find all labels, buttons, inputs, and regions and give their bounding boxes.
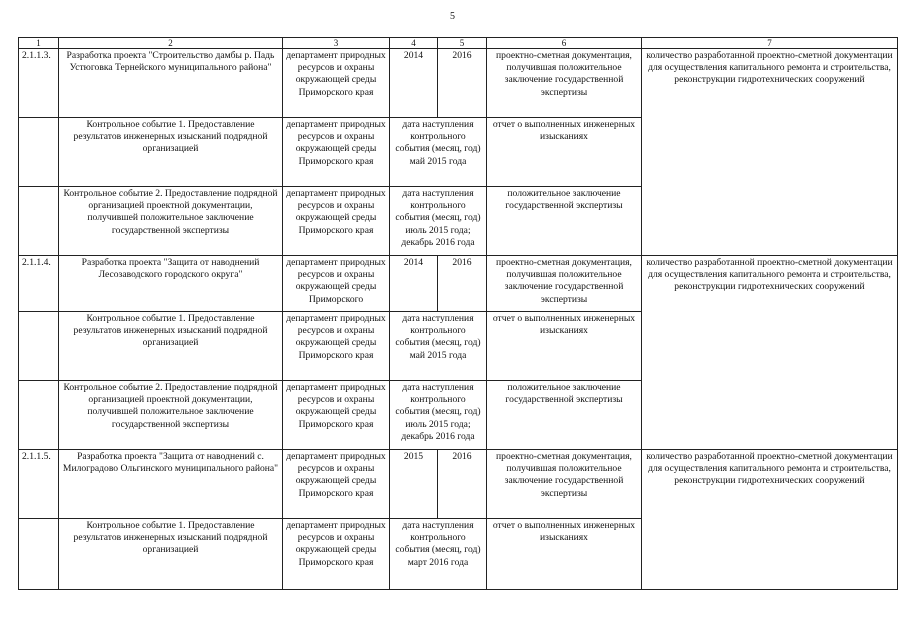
- responsible-department: департамент природных ресурсов и охраны окружающей среды Приморского края: [283, 49, 390, 118]
- indicator: количество разработанной проектно-сметной документации для осуществления капитального ремонта и строительства, реконструкции гидротехнических сооружений: [642, 256, 898, 450]
- end-year: 2016: [438, 450, 487, 519]
- start-year: 2015: [390, 450, 438, 519]
- control-event-date: дата наступления контрольного события (месяц, год) июль 2015 года; декабрь 2016 года: [390, 187, 487, 256]
- control-event-name: Контрольное событие 2. Предоставление подрядной организацией проектной документации, получившей положительное заключение государственной экспертизы: [59, 381, 283, 450]
- page-number: 5: [450, 11, 455, 22]
- control-event-name: Контрольное событие 1. Предоставление результатов инженерных изысканий подрядной организацией: [59, 312, 283, 381]
- control-event-date: дата наступления контрольного события (месяц, год) март 2016 года: [390, 519, 487, 590]
- indicator: количество разработанной проектно-сметной документации для осуществления капитального ремонта и строительства, реконструкции гидротехнических сооружений: [642, 49, 898, 256]
- item-number: 2.1.1.4.: [19, 256, 59, 312]
- header-col-3: 3: [283, 38, 390, 49]
- responsible-department: департамент природных ресурсов и охраны окружающей среды Приморского края: [283, 450, 390, 519]
- project-name: Разработка проекта "Защита от наводнений с. Милоградово Ольгинского муниципального района": [59, 450, 283, 519]
- project-name: Разработка проекта "Строительство дамбы р. Падь Устюговка Тернейского муниципального района": [59, 49, 283, 118]
- control-event-name: Контрольное событие 1. Предоставление результатов инженерных изысканий подрядной организацией: [59, 519, 283, 590]
- control-event-result: отчет о выполненных инженерных изысканиях: [487, 118, 642, 187]
- header-col-6: 6: [487, 38, 642, 49]
- program-table: [18, 37, 898, 590]
- control-event-date: дата наступления контрольного события (месяц, год) июль 2015 года; декабрь 2016 года: [390, 381, 487, 450]
- start-year: 2014: [390, 49, 438, 118]
- table-row: [19, 49, 898, 118]
- header-col-1: 1: [19, 38, 59, 49]
- header-col-4: 4: [390, 38, 438, 49]
- end-year: 2016: [438, 256, 487, 312]
- control-event-department: департамент природных ресурсов и охраны окружающей среды Приморского края: [283, 381, 390, 450]
- header-col-2: 2: [59, 38, 283, 49]
- item-number: 2.1.1.5.: [19, 450, 59, 519]
- control-event-result: положительное заключение государственной экспертизы: [487, 381, 642, 450]
- control-event-department: департамент природных ресурсов и охраны окружающей среды Приморского края: [283, 312, 390, 381]
- table-row: [19, 256, 898, 312]
- header-col-5: 5: [438, 38, 487, 49]
- control-event-date: дата наступления контрольного события (месяц, год) май 2015 года: [390, 312, 487, 381]
- control-event-result: отчет о выполненных инженерных изысканиях: [487, 519, 642, 590]
- expected-result: проектно-сметная документация, получившая положительное заключение государственной экспертизы: [487, 49, 642, 118]
- item-number: 2.1.1.3.: [19, 49, 59, 118]
- control-event-department: департамент природных ресурсов и охраны окружающей среды Приморского края: [283, 519, 390, 590]
- end-year: 2016: [438, 49, 487, 118]
- control-event-department: департамент природных ресурсов и охраны окружающей среды Приморского края: [283, 187, 390, 256]
- control-event-name: Контрольное событие 1. Предоставление результатов инженерных изысканий подрядной организацией: [59, 118, 283, 187]
- control-event-date: дата наступления контрольного события (месяц, год) май 2015 года: [390, 118, 487, 187]
- control-event-result: положительное заключение государственной экспертизы: [487, 187, 642, 256]
- indicator: количество разработанной проектно-сметной документации для осуществления капитального ремонта и строительства, реконструкции гидротехнических сооружений: [642, 450, 898, 590]
- control-event-department: департамент природных ресурсов и охраны окружающей среды Приморского края: [283, 118, 390, 187]
- expected-result: проектно-сметная документация, получившая положительное заключение государственной экспертизы: [487, 450, 642, 519]
- header-row: [19, 38, 898, 49]
- expected-result: проектно-сметная документация, получившая положительное заключение государственной экспертизы: [487, 256, 642, 312]
- start-year: 2014: [390, 256, 438, 312]
- table-row: [19, 450, 898, 519]
- responsible-department: департамент природных ресурсов и охраны окружающей среды Приморского: [283, 256, 390, 312]
- project-name: Разработка проекта "Защита от наводнений Лесозаводского городского округа": [59, 256, 283, 312]
- header-col-7: 7: [642, 38, 898, 49]
- control-event-name: Контрольное событие 2. Предоставление подрядной организацией проектной документации, получившей положительное заключение государственной экспертизы: [59, 187, 283, 256]
- control-event-result: отчет о выполненных инженерных изысканиях: [487, 312, 642, 381]
